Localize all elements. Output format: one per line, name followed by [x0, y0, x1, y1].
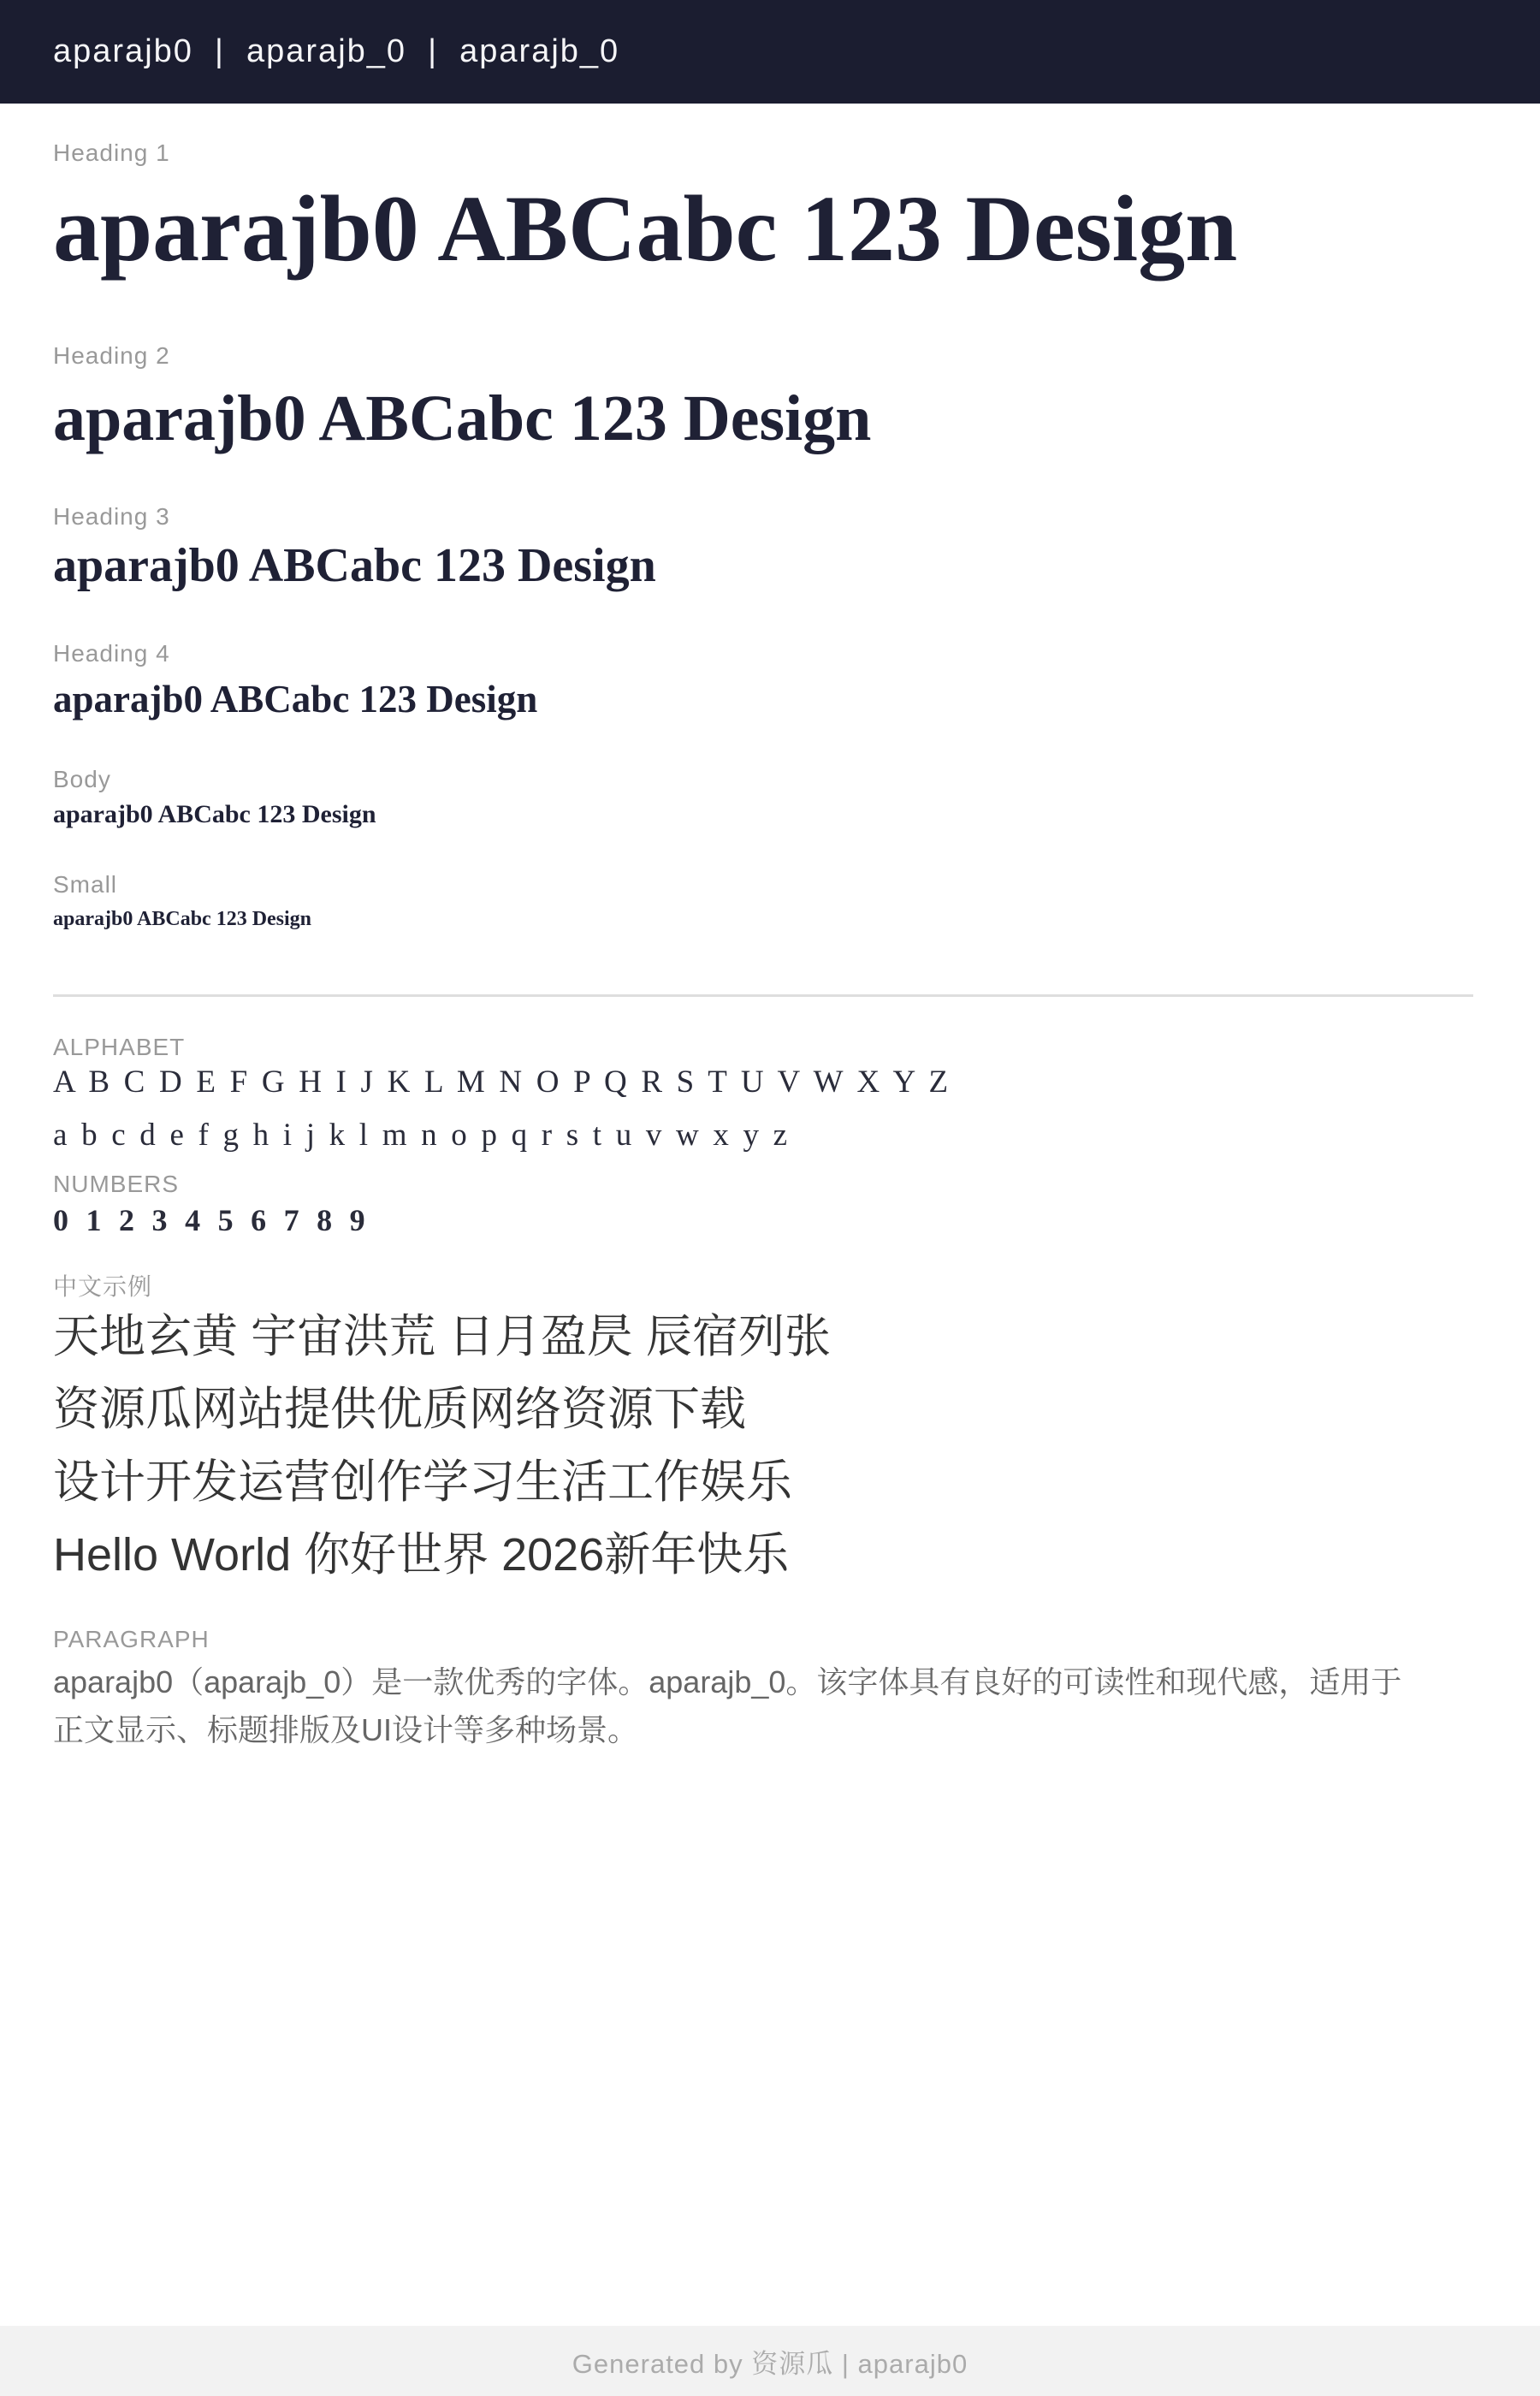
specimen-label-heading-4: Heading 4: [53, 640, 170, 667]
alphabet-lowercase-row: a b c d e f g h i j k l m n o p q r s t u v w x y z: [53, 1118, 791, 1153]
specimen-label-body: Body: [53, 766, 111, 792]
specimen-sample-heading-3: aparajb0 ABCabc 123 Design: [53, 539, 656, 592]
specimen-sample-small: aparajb0 ABCabc 123 Design: [53, 908, 312, 930]
section-divider: [53, 994, 1473, 997]
font-name-title: aparajb0 | aparajb_0 | aparajb_0: [53, 33, 620, 69]
footer: [0, 2326, 1540, 2396]
specimen-label-heading-3: Heading 3: [53, 503, 170, 530]
specimen-label-heading-2: Heading 2: [53, 342, 170, 369]
footer-credit-text: Generated by 资源瓜 | aparajb0: [572, 2348, 968, 2379]
specimen-label-heading-1: Heading 1: [53, 139, 170, 166]
chinese-section-label: 中文示例: [53, 1273, 153, 1300]
chinese-sample-line-4: Hello World 你好世界 2026新年快乐: [53, 1529, 790, 1581]
paragraph-section-label: PARAGRAPH: [53, 1626, 210, 1652]
numbers-section-label: NUMBERS: [53, 1171, 180, 1197]
chinese-sample-line-2: 资源瓜网站提供优质网络资源下载: [53, 1384, 746, 1435]
numbers-digits-row: 0 1 2 3 4 5 6 7 8 9: [53, 1203, 370, 1237]
specimen-sample-body: aparajb0 ABCabc 123 Design: [53, 800, 376, 828]
specimen-sample-heading-2: aparajb0 ABCabc 123 Design: [53, 383, 872, 454]
chinese-sample-line-1: 天地玄黄 宇宙洪荒 日月盈昃 辰宿列张: [53, 1311, 832, 1362]
topbar: [0, 0, 1540, 104]
chinese-sample-line-3: 设计开发运营创作学习生活工作娱乐: [53, 1456, 792, 1508]
specimen-sample-heading-1: aparajb0 ABCabc 123 Design: [53, 176, 1238, 281]
specimen-label-small: Small: [53, 871, 118, 898]
alphabet-section-label: ALPHABET: [53, 1034, 186, 1060]
alphabet-uppercase-row: A B C D E F G H I J K L M N O P Q R S T U V W X Y Z: [53, 1065, 951, 1100]
specimen-sample-heading-4: aparajb0 ABCabc 123 Design: [53, 678, 538, 721]
paragraph-sample-text: aparajb0（aparajb_0）是一款优秀的字体。aparajb_0。该字体具有良好的可读性和现代感，适用于正文显示、标题排版及UI设计等多种场景。: [53, 1664, 1402, 1747]
